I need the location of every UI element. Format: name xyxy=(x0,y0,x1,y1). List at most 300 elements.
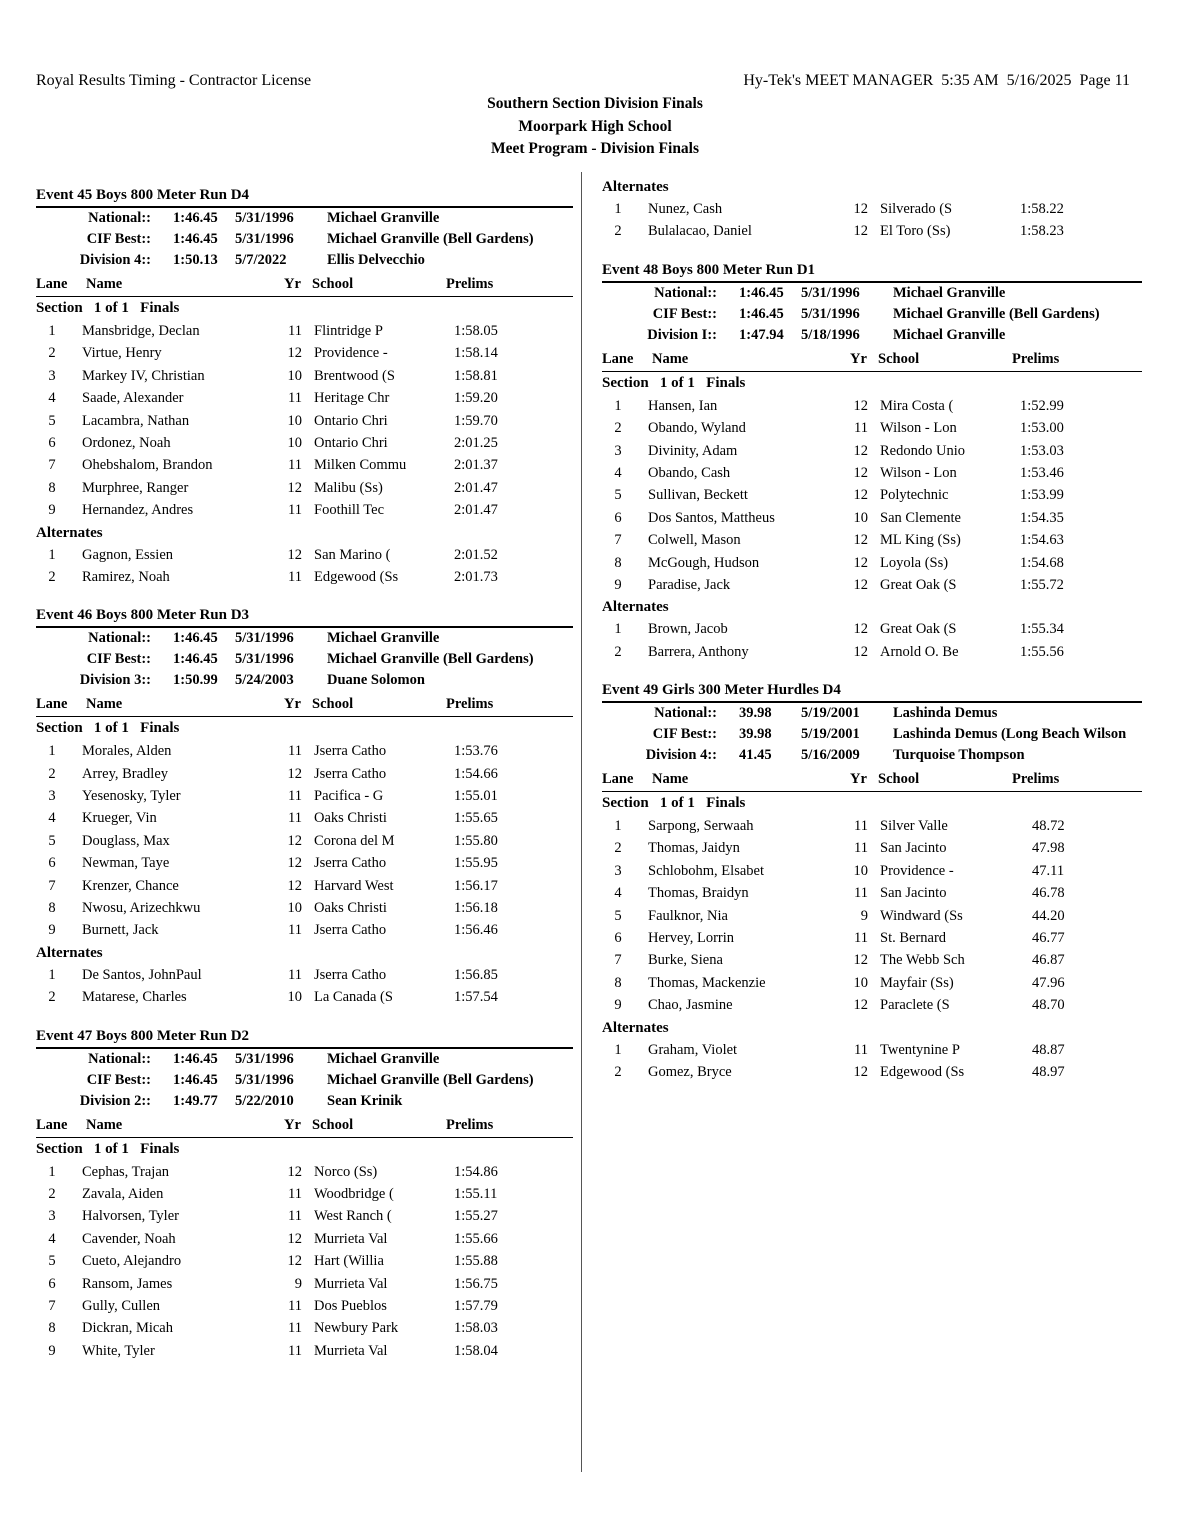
athlete-name: Thomas, Mackenzie xyxy=(648,974,766,991)
year-cell: 12 xyxy=(853,223,868,240)
record-label: CIF Best:: xyxy=(86,651,151,668)
record-time: 41.45 xyxy=(739,747,772,764)
year-cell: 10 xyxy=(287,367,302,384)
year-cell: 12 xyxy=(287,832,302,849)
prelims-header: Prelims xyxy=(446,1116,494,1133)
lane-cell: 7 xyxy=(48,1297,56,1314)
prelims-cell: 1:55.66 xyxy=(454,1230,498,1247)
year-cell: 12 xyxy=(853,442,868,459)
prelims-cell: 48.97 xyxy=(1032,1063,1065,1080)
event-45 xyxy=(36,184,573,588)
table-row xyxy=(36,852,573,874)
year-cell: 12 xyxy=(853,554,868,571)
record-label: CIF Best:: xyxy=(652,726,717,743)
record-date: 5/31/1996 xyxy=(235,210,294,226)
lane-cell: 6 xyxy=(48,434,56,451)
record-holder: Michael Granville xyxy=(327,1050,440,1067)
event-49 xyxy=(602,679,1142,1083)
school-cell: West Ranch ( xyxy=(314,1208,392,1225)
lane-cell: 8 xyxy=(48,900,56,917)
school-cell: Polytechnic xyxy=(880,487,949,504)
school-cell: Paraclete (S xyxy=(880,997,950,1014)
school-cell: San Jacinto xyxy=(880,885,947,902)
prelims-header: Prelims xyxy=(446,276,494,292)
athlete-name: Saade, Alexander xyxy=(82,390,184,407)
year-cell: 11 xyxy=(854,885,868,902)
lane-cell: 2 xyxy=(614,840,622,857)
alternates-title: Alternates xyxy=(602,1019,669,1036)
school-cell: Silver Valle xyxy=(880,818,948,835)
year-cell: 11 xyxy=(288,323,302,339)
school-cell: Mayfair (Ss) xyxy=(880,974,954,991)
lane-cell: 8 xyxy=(48,1320,56,1337)
table-row xyxy=(602,417,1142,439)
table-row xyxy=(36,1228,573,1250)
prelims-cell: 2:01.47 xyxy=(454,502,498,519)
athlete-name: Hervey, Lorrin xyxy=(648,930,735,947)
record-row xyxy=(36,208,573,229)
athlete-name: Nunez, Cash xyxy=(648,201,723,217)
table-row xyxy=(602,972,1142,994)
lane-cell: 3 xyxy=(48,367,56,384)
school-cell: Harvard West xyxy=(314,877,394,894)
lane-cell: 8 xyxy=(614,974,622,991)
athlete-name: Ransom, James xyxy=(82,1275,173,1292)
year-cell: 12 xyxy=(853,201,868,217)
school-header: School xyxy=(878,771,920,788)
lane-cell: 6 xyxy=(614,509,622,526)
athlete-name: Arrey, Bradley xyxy=(82,765,169,782)
record-row xyxy=(36,670,573,691)
record-label: National:: xyxy=(88,210,151,226)
record-label: Division 4:: xyxy=(645,747,717,764)
record-time: 1:50.13 xyxy=(173,252,218,268)
prelims-cell: 1:56.46 xyxy=(454,922,498,939)
table-row xyxy=(36,986,573,1008)
lane-cell: 9 xyxy=(48,922,56,939)
record-label: CIF Best:: xyxy=(86,1071,151,1088)
prelims-cell: 1:56.85 xyxy=(454,966,498,983)
year-cell: 12 xyxy=(853,952,868,969)
record-holder: Duane Solomon xyxy=(327,672,425,689)
event-title: Event 45 Boys 800 Meter Run D4 xyxy=(36,184,573,208)
school-cell: Silverado (S xyxy=(880,201,953,217)
year-cell: 12 xyxy=(287,1163,302,1180)
athlete-name: Mansbridge, Declan xyxy=(82,323,200,339)
event-47-alternates xyxy=(602,176,1142,243)
year-cell: 11 xyxy=(288,966,302,983)
athlete-name: Burnett, Jack xyxy=(82,922,159,939)
athlete-name: Halvorsen, Tyler xyxy=(82,1208,179,1225)
left-column xyxy=(36,176,573,1362)
year-cell: 11 xyxy=(288,788,302,805)
table-row xyxy=(602,507,1142,529)
athlete-name: Murphree, Ranger xyxy=(82,479,189,496)
lane-cell: 1 xyxy=(48,1163,56,1180)
prelims-cell: 2:01.37 xyxy=(454,457,498,474)
lane-cell: 7 xyxy=(614,532,622,549)
record-holder: Michael Granville xyxy=(327,630,440,647)
prelims-header: Prelims xyxy=(1012,350,1060,367)
lane-cell: 9 xyxy=(48,1342,56,1359)
year-cell: 10 xyxy=(853,862,868,879)
alternates-title: Alternates xyxy=(602,179,669,195)
athlete-name: Schlobohm, Elsabet xyxy=(648,862,764,879)
yr-header: Yr xyxy=(284,276,301,292)
event-title: Event 46 Boys 800 Meter Run D3 xyxy=(36,604,573,628)
record-row xyxy=(36,229,573,250)
school-cell: Great Oak (S xyxy=(880,621,957,638)
yr-header: Yr xyxy=(850,350,867,367)
athlete-name: Paradise, Jack xyxy=(648,576,731,593)
record-date: 5/7/2022 xyxy=(235,252,287,268)
year-cell: 12 xyxy=(853,487,868,504)
prelims-cell: 1:58.23 xyxy=(1020,223,1064,240)
lane-cell: 2 xyxy=(48,989,56,1006)
prelims-header: Prelims xyxy=(1012,771,1060,788)
lane-cell: 2 xyxy=(614,643,622,660)
meet-title: Southern Section Division Finals xyxy=(487,95,703,112)
lane-cell: 7 xyxy=(48,877,56,894)
year-cell: 10 xyxy=(287,412,302,429)
prelims-cell: 1:54.35 xyxy=(1020,509,1064,526)
lane-cell: 5 xyxy=(48,412,56,429)
school-cell: Jserra Catho xyxy=(314,855,387,872)
lane-cell: 4 xyxy=(48,390,56,407)
record-label: Division I:: xyxy=(647,326,717,343)
year-cell: 12 xyxy=(853,643,868,660)
prelims-cell: 1:54.63 xyxy=(1020,532,1064,549)
prelims-cell: 1:57.79 xyxy=(454,1297,498,1314)
school-cell: Murrieta Val xyxy=(314,1342,388,1359)
athlete-name: Zavala, Aiden xyxy=(82,1185,164,1202)
table-row xyxy=(602,927,1142,949)
record-time: 1:46.45 xyxy=(173,210,218,226)
year-cell: 12 xyxy=(287,345,302,362)
lane-cell: 1 xyxy=(48,546,56,563)
table-row xyxy=(36,342,573,364)
records-block xyxy=(602,703,1142,766)
prelims-cell: 1:55.65 xyxy=(454,810,498,827)
record-holder: Michael Granville (Bell Gardens) xyxy=(327,651,534,668)
year-cell: 11 xyxy=(288,1208,302,1225)
year-cell: 12 xyxy=(287,877,302,894)
record-date: 5/19/2001 xyxy=(801,705,860,722)
record-holder: Turquoise Thompson xyxy=(893,747,1025,764)
athlete-name: Cavender, Noah xyxy=(82,1230,176,1247)
prelims-cell: 1:55.11 xyxy=(454,1185,498,1202)
event-title: Event 48 Boys 800 Meter Run D1 xyxy=(602,259,1142,283)
school-cell: Newbury Park xyxy=(314,1320,399,1337)
lane-cell: 4 xyxy=(614,885,622,902)
table-row xyxy=(36,830,573,852)
year-cell: 10 xyxy=(853,509,868,526)
table-row xyxy=(602,462,1142,484)
table-row xyxy=(36,964,573,986)
header-right: Hy-Tek's MEET MANAGER 5:35 AM 5/16/2025 Page 11 xyxy=(743,72,1130,89)
lane-cell: 6 xyxy=(48,1275,56,1292)
lane-cell: 6 xyxy=(48,855,56,872)
record-row xyxy=(36,628,573,649)
prelims-cell: 2:01.47 xyxy=(454,479,498,496)
record-date: 5/31/1996 xyxy=(235,231,294,247)
table-row xyxy=(602,1039,1142,1061)
prelims-cell: 1:53.46 xyxy=(1020,464,1064,481)
table-row xyxy=(36,566,573,588)
prelims-cell: 1:55.01 xyxy=(454,788,498,805)
school-cell: Heritage Chr xyxy=(314,390,390,407)
year-cell: 11 xyxy=(288,502,302,519)
prelims-cell: 48.87 xyxy=(1032,1041,1065,1058)
table-row xyxy=(36,1205,573,1227)
prelims-cell: 1:53.03 xyxy=(1020,442,1064,459)
prelims-cell: 1:59.70 xyxy=(454,412,498,429)
alternates-title: Alternates xyxy=(36,524,103,541)
lane-header: Lane xyxy=(36,1116,68,1133)
record-time: 1:46.45 xyxy=(173,651,218,668)
lane-cell: 3 xyxy=(614,442,622,459)
table-row xyxy=(602,618,1142,640)
school-cell: Malibu (Ss) xyxy=(314,479,383,496)
athlete-name: McGough, Hudson xyxy=(648,554,760,571)
school-cell: Edgewood (Ss xyxy=(314,568,399,585)
record-time: 1:46.45 xyxy=(739,305,784,322)
prelims-cell: 1:52.99 xyxy=(1020,397,1064,414)
athlete-name: Burke, Siena xyxy=(648,952,723,969)
lane-cell: 1 xyxy=(48,966,56,983)
prelims-cell: 1:55.72 xyxy=(1020,576,1064,593)
school-cell: La Canada (S xyxy=(314,989,393,1006)
record-time: 1:47.94 xyxy=(739,326,784,343)
column-divider xyxy=(581,172,582,1472)
prelims-cell: 1:58.22 xyxy=(1020,201,1064,217)
athlete-name: Ordonez, Noah xyxy=(82,434,171,451)
school-cell: Great Oak (S xyxy=(880,576,957,593)
athlete-name: De Santos, JohnPaul xyxy=(82,966,202,983)
prelims-cell: 47.96 xyxy=(1032,974,1065,991)
prelims-cell: 47.98 xyxy=(1032,840,1065,857)
school-cell: San Clemente xyxy=(880,509,961,526)
prelims-cell: 1:55.80 xyxy=(454,832,498,849)
table-row xyxy=(602,949,1142,971)
yr-header: Yr xyxy=(850,771,867,788)
record-row xyxy=(602,745,1142,766)
year-cell: 12 xyxy=(853,1063,868,1080)
column-header xyxy=(602,768,1142,792)
year-cell: 12 xyxy=(287,479,302,496)
lane-cell: 2 xyxy=(48,765,56,782)
prelims-cell: 1:53.00 xyxy=(1020,420,1064,437)
event-47 xyxy=(36,1025,573,1363)
lane-header: Lane xyxy=(36,276,68,292)
school-cell: San Jacinto xyxy=(880,840,947,857)
prelims-cell: 1:55.95 xyxy=(454,855,498,872)
prelims-cell: 1:55.34 xyxy=(1020,621,1064,638)
athlete-name: Dickran, Micah xyxy=(82,1320,173,1337)
record-row xyxy=(36,1070,573,1091)
venue-title: Moorpark High School xyxy=(518,118,672,135)
school-cell: San Marino ( xyxy=(314,546,391,563)
athlete-name: Bulalacao, Daniel xyxy=(648,223,752,240)
school-header: School xyxy=(312,1116,354,1133)
lane-cell: 1 xyxy=(614,397,622,414)
athlete-name: Ramirez, Noah xyxy=(82,568,170,585)
prelims-cell: 1:58.05 xyxy=(454,323,498,339)
record-time: 1:46.45 xyxy=(173,630,218,647)
lane-cell: 1 xyxy=(614,1041,622,1058)
section-title: Section 1 of 1 Finals xyxy=(602,795,746,812)
name-header: Name xyxy=(86,1116,123,1133)
table-row xyxy=(602,815,1142,837)
year-cell: 12 xyxy=(287,1230,302,1247)
prelims-cell: 1:58.04 xyxy=(454,1342,498,1359)
lane-cell: 4 xyxy=(48,1230,56,1247)
prelims-cell: 1:56.18 xyxy=(454,900,498,917)
record-holder: Michael Granville xyxy=(327,210,440,226)
table-row xyxy=(602,395,1142,417)
school-cell: Redondo Unio xyxy=(880,442,965,459)
table-row xyxy=(602,994,1142,1016)
record-holder: Lashinda Demus xyxy=(893,705,998,722)
school-cell: Loyola (Ss) xyxy=(880,554,949,571)
record-date: 5/31/1996 xyxy=(235,1050,294,1067)
record-date: 5/18/1996 xyxy=(801,326,860,343)
school-cell: Milken Commu xyxy=(314,457,407,474)
table-row xyxy=(36,365,573,387)
table-row xyxy=(36,740,573,762)
prelims-cell: 1:55.27 xyxy=(454,1208,498,1225)
section-title: Section 1 of 1 Finals xyxy=(36,300,180,316)
lane-cell: 8 xyxy=(614,554,622,571)
record-row xyxy=(36,1049,573,1070)
record-holder: Lashinda Demus (Long Beach Wilson xyxy=(893,726,1127,743)
year-cell: 11 xyxy=(288,1320,302,1337)
table-row xyxy=(36,875,573,897)
athlete-name: Nwosu, Arizechkwu xyxy=(82,900,201,917)
athlete-name: Krenzer, Chance xyxy=(82,877,179,894)
year-cell: 11 xyxy=(288,1297,302,1314)
event-46 xyxy=(36,604,573,1008)
record-holder: Michael Granville xyxy=(893,284,1006,301)
athlete-name: Virtue, Henry xyxy=(82,345,162,362)
year-cell: 11 xyxy=(854,818,868,835)
athlete-name: Gully, Cullen xyxy=(82,1297,161,1314)
athlete-name: Lacambra, Nathan xyxy=(82,412,190,429)
lane-cell: 3 xyxy=(614,862,622,879)
table-row xyxy=(602,641,1142,663)
year-cell: 9 xyxy=(860,907,868,924)
name-header: Name xyxy=(652,771,689,788)
lane-cell: 8 xyxy=(48,479,56,496)
year-cell: 11 xyxy=(854,930,868,947)
school-cell: Jserra Catho xyxy=(314,966,387,983)
table-row xyxy=(602,860,1142,882)
school-cell: Foothill Tec xyxy=(314,502,385,519)
table-row xyxy=(602,837,1142,859)
record-time: 1:46.45 xyxy=(173,1071,218,1088)
lane-cell: 6 xyxy=(614,930,622,947)
athlete-name: Hernandez, Andres xyxy=(82,502,194,519)
school-cell: Dos Pueblos xyxy=(314,1297,387,1314)
program-title: Meet Program - Division Finals xyxy=(490,140,700,157)
school-cell: Twentynine P xyxy=(880,1041,960,1058)
column-header xyxy=(36,273,573,297)
record-date: 5/31/1996 xyxy=(235,651,294,668)
lane-header: Lane xyxy=(36,696,68,713)
year-cell: 11 xyxy=(288,810,302,827)
athlete-name: Cueto, Alejandro xyxy=(82,1253,182,1270)
athlete-name: Colwell, Mason xyxy=(648,532,741,549)
school-cell: Windward (Ss xyxy=(880,907,963,924)
header-left: Royal Results Timing - Contractor License xyxy=(36,72,312,89)
record-holder: Sean Krinik xyxy=(327,1092,403,1109)
table-row xyxy=(36,919,573,941)
table-row xyxy=(602,484,1142,506)
record-time: 39.98 xyxy=(739,726,772,743)
record-date: 5/22/2010 xyxy=(235,1092,294,1109)
prelims-cell: 1:59.20 xyxy=(454,390,498,407)
table-row xyxy=(602,905,1142,927)
column-header xyxy=(602,348,1142,372)
table-row xyxy=(36,1273,573,1295)
athlete-name: Krueger, Vin xyxy=(82,810,157,827)
prelims-cell: 1:56.17 xyxy=(454,877,498,894)
school-header: School xyxy=(312,276,354,292)
year-cell: 12 xyxy=(853,576,868,593)
table-row xyxy=(602,220,1142,242)
record-label: Division 2:: xyxy=(79,1092,151,1109)
record-date: 5/19/2001 xyxy=(801,726,860,743)
lane-cell: 4 xyxy=(48,810,56,827)
athlete-name: Obando, Cash xyxy=(648,464,731,481)
school-cell: Jserra Catho xyxy=(314,743,387,760)
school-cell: St. Bernard xyxy=(880,930,947,947)
school-cell: Wilson - Lon xyxy=(880,420,957,437)
record-date: 5/24/2003 xyxy=(235,672,294,689)
table-row xyxy=(36,1161,573,1183)
record-label: Division 3:: xyxy=(79,672,151,689)
table-row xyxy=(36,1340,573,1362)
records-block xyxy=(602,283,1142,346)
lane-cell: 1 xyxy=(614,621,622,638)
record-time: 1:49.77 xyxy=(173,1092,218,1109)
lane-cell: 3 xyxy=(48,788,56,805)
athlete-name: Sarpong, Serwaah xyxy=(648,818,754,835)
school-cell: The Webb Sch xyxy=(880,952,965,969)
prelims-cell: 1:53.99 xyxy=(1020,487,1064,504)
prelims-cell: 48.72 xyxy=(1032,818,1065,835)
athlete-name: Dos Santos, Mattheus xyxy=(648,509,775,526)
year-cell: 10 xyxy=(287,989,302,1006)
records-block xyxy=(36,1049,573,1112)
year-cell: 11 xyxy=(288,1342,302,1359)
school-cell: Woodbridge ( xyxy=(314,1185,394,1202)
athlete-name: Ohebshalom, Brandon xyxy=(82,457,213,474)
record-date: 5/31/1996 xyxy=(801,305,860,322)
section-title: Section 1 of 1 Finals xyxy=(602,374,746,391)
athlete-name: Markey IV, Christian xyxy=(82,367,205,384)
school-cell: Jserra Catho xyxy=(314,765,387,782)
lane-cell: 9 xyxy=(614,576,622,593)
table-row xyxy=(602,1061,1142,1083)
table-row xyxy=(602,529,1142,551)
record-row xyxy=(602,703,1142,724)
year-cell: 11 xyxy=(288,390,302,407)
school-cell: Norco (Ss) xyxy=(314,1163,378,1180)
school-cell: Murrieta Val xyxy=(314,1230,388,1247)
year-cell: 12 xyxy=(287,546,302,563)
prelims-cell: 2:01.52 xyxy=(454,546,498,563)
